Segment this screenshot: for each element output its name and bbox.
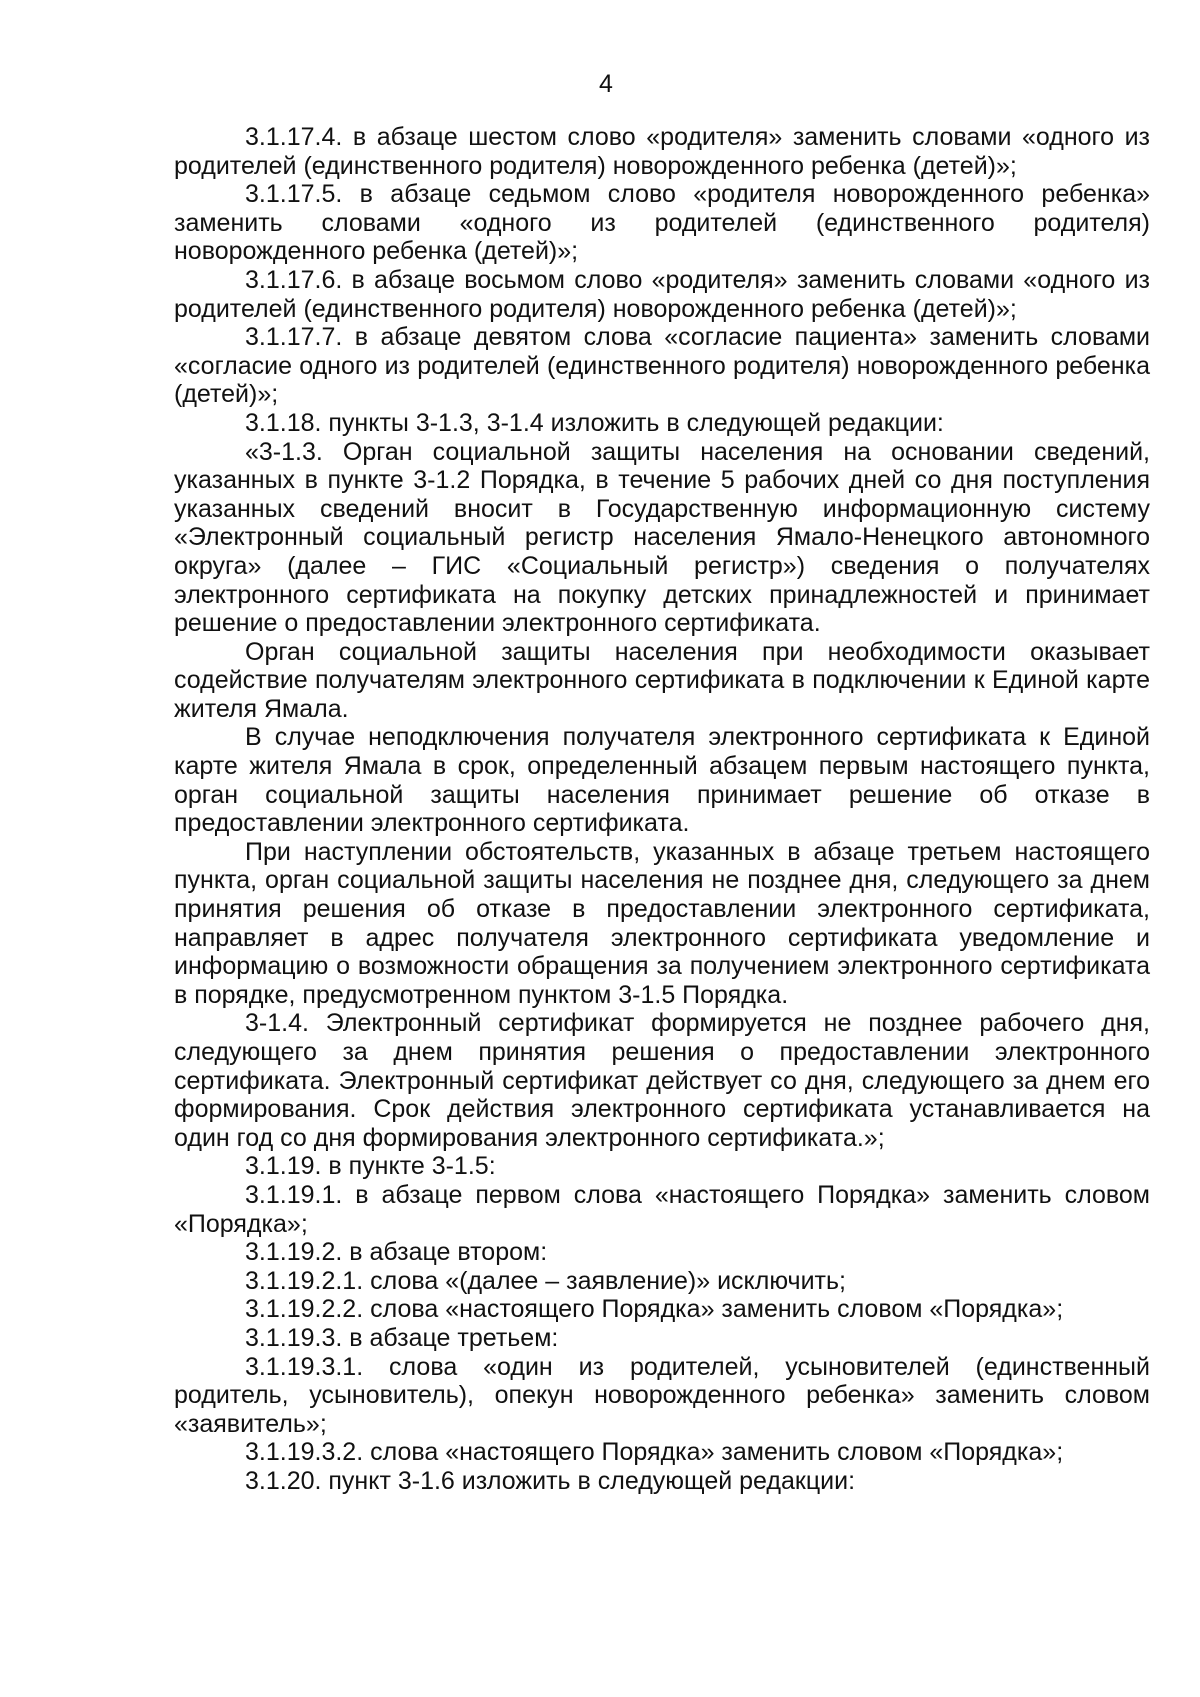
paragraph-3-1-19-2: 3.1.19.2. в абзаце втором: xyxy=(245,1238,548,1267)
page-number: 4 xyxy=(599,70,613,98)
paragraph-3-1-19-1: 3.1.19.1. в абзаце первом слова «настоящего Порядка» заменить словом «Порядка»; xyxy=(174,1180,1150,1238)
paragraph-3-1-19-3-1: 3.1.19.3.1. слова «один из родителей, усыновителей (единственный родитель, усыновитель), опекун новорожденного ребенка» заменить словом «заявитель»; xyxy=(174,1352,1150,1438)
paragraph-3-1-18: 3.1.18. пункты 3-1.3, 3-1.4 изложить в следующей редакции: xyxy=(245,408,944,437)
paragraph-non-connection-case: В случае неподключения получателя электронного сертификата к Единой карте жителя Ямала в срок, определенный абзацем первым настоящего пункта, орган социальной защиты населения принимает решение об отказе в предоставлении электронного сертификата. xyxy=(174,723,1150,838)
paragraph-3-1-19-3: 3.1.19.3. в абзаце третьем: xyxy=(245,1323,559,1352)
paragraph-circumstances-notice: При наступлении обстоятельств, указанных в абзаце третьем настоящего пункта, орган социальной защиты населения не позднее дня, следующего за днем принятия решения об отказе в предоставлении электронного сертификата, направляет в адрес получателя электронного сертификата уведомление и информацию о возможности обращения за получением электронного сертификата в порядке, предусмотренном пунктом 3-1.5 Порядка. xyxy=(174,837,1150,1009)
paragraph-3-1-17-6: 3.1.17.6. в абзаце восьмом слово «родителя» заменить словами «одного из родителей (единственного родителя) новорожденного ребенка (детей)»; xyxy=(174,265,1150,323)
paragraph-social-protection-assistance: Орган социальной защиты населения при необходимости оказывает содействие получателям электронного сертификата в подключении к Единой карте жителя Ямала. xyxy=(174,637,1150,723)
paragraph-3-1-19-2-1: 3.1.19.2.1. слова «(далее – заявление)» исключить; xyxy=(245,1266,846,1295)
paragraph-3-1-17-7: 3.1.17.7. в абзаце девятом слова «согласие пациента» заменить словами «согласие одного из родителей (единственного родителя) новорожденного ребенка (детей)»; xyxy=(174,323,1150,409)
paragraph-3-1-17-4: 3.1.17.4. в абзаце шестом слово «родителя» заменить словами «одного из родителей (единственного родителя) новорожденного ребенка (детей)»; xyxy=(174,123,1150,180)
paragraph-3-1-4-text: 3-1.4. Электронный сертификат формируется не позднее рабочего дня, следующего за днем принятия решения о предоставлении электронного сертификата. Электронный сертификат действует со дня, следующего за днем его формирования. Срок действия электронного сертификата устанавливается на один год со дня формирования электронного сертификата.»; xyxy=(174,1009,1150,1152)
paragraph-3-1-19-3-2: 3.1.19.3.2. слова «настоящего Порядка» заменить словом «Порядка»; xyxy=(245,1438,1064,1467)
paragraph-3-1-19: 3.1.19. в пункте 3-1.5: xyxy=(245,1152,496,1181)
paragraph-3-1-17-5: 3.1.17.5. в абзаце седьмом слово «родителя новорожденного ребенка» заменить словами «одного из родителей (единственного родителя) новорожденного ребенка (детей)»; xyxy=(174,180,1150,266)
paragraph-3-1-3-text: «3-1.3. Орган социальной защиты населения на основании сведений, указанных в пункте 3-1.2 Порядка, в течение 5 рабочих дней со дня поступления указанных сведений вносит в Государственную информационную систему «Электронный социальный регистр населения Ямало-Ненецкого автономного округа» (далее – ГИС «Социальный регистр») сведения о получателях электронного сертификата на покупку детских принадлежностей и принимает решение о предоставлении электронного сертификата. xyxy=(174,437,1150,638)
paragraph-3-1-20: 3.1.20. пункт 3-1.6 изложить в следующей редакции: xyxy=(245,1466,856,1495)
paragraph-3-1-19-2-2: 3.1.19.2.2. слова «настоящего Порядка» заменить словом «Порядка»; xyxy=(245,1295,1064,1324)
document-body xyxy=(174,123,1150,1496)
